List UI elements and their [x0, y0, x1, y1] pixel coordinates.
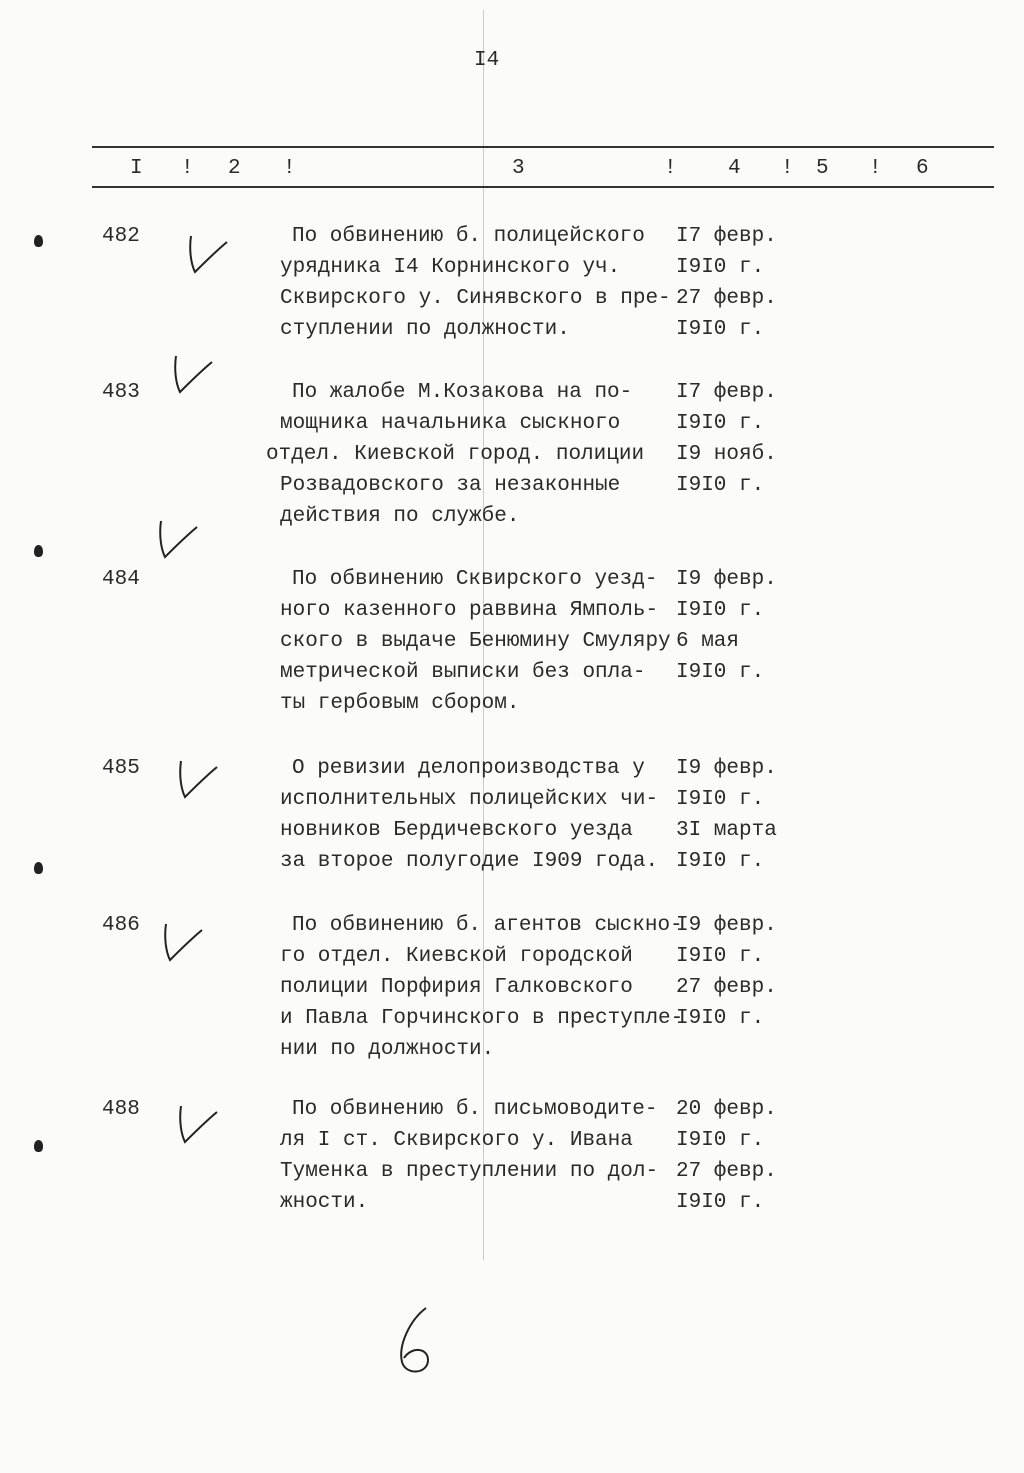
header-top-rule [92, 146, 994, 148]
entry-text-line: О ревизии делопроизводства у [292, 757, 645, 780]
page-number: I4 [474, 49, 500, 72]
entry-text-line: новников Бердичевского уезда [280, 819, 633, 842]
entry-text-line: Сквирского у. Синявского в пре- [280, 287, 671, 310]
entry-text-line: за второе полугодие I909 года. [280, 850, 659, 873]
entry-date: I9I0 г. [676, 1129, 765, 1152]
punch-hole [34, 1140, 43, 1152]
entry-text-line: Розвадовского за незаконные [280, 474, 621, 497]
checkmark-icon [175, 755, 225, 805]
entry-date: I9I0 г. [676, 474, 765, 497]
entry-date: I9I0 г. [676, 661, 765, 684]
entry-date: I9I0 г. [676, 256, 765, 279]
entry-text-line: го отдел. Киевской городской [280, 945, 633, 968]
checkmark-icon [185, 230, 235, 280]
entry-date: I9I0 г. [676, 318, 765, 341]
entry-date: 27 февр. [676, 976, 777, 999]
entry-text-line: отдел. Киевской город. полиции [266, 443, 645, 466]
entry-text-line: ты гербовым сбором. [280, 692, 520, 715]
header-sep: ! [869, 157, 882, 180]
entry-text-line: действия по службе. [280, 505, 520, 528]
header-col-1: I [130, 157, 143, 180]
entry-date: I9 нояб. [676, 443, 777, 466]
entry-number: 485 [102, 757, 140, 780]
entry-text-line: полиции Порфирия Галковского [280, 976, 633, 999]
entry-date: I9I0 г. [676, 1191, 765, 1214]
header-col-4: 4 [728, 157, 741, 180]
entry-text-line: ного казенного раввина Ямполь- [280, 599, 659, 622]
entry-text-line: По обвинению Сквирского уезд- [292, 568, 658, 591]
entry-date: I9I0 г. [676, 945, 765, 968]
entry-text-line: ступлении по должности. [280, 318, 570, 341]
entry-text-line: ля I ст. Сквирского у. Ивана [280, 1129, 633, 1152]
entry-date: I9 февр. [676, 568, 777, 591]
entry-date: I7 февр. [676, 225, 777, 248]
entry-number: 482 [102, 225, 140, 248]
entry-text-line: метрической выписки без опла- [280, 661, 646, 684]
entry-date: 3I марта [676, 819, 777, 842]
entry-date: I9 февр. [676, 757, 777, 780]
entry-number: 488 [102, 1098, 140, 1121]
entry-text-line: жности. [280, 1191, 369, 1214]
checkmark-icon [155, 515, 205, 565]
checkmark-icon [175, 1100, 225, 1150]
header-sep: ! [283, 157, 296, 180]
header-col-2: 2 [228, 157, 241, 180]
header-sep: ! [781, 157, 794, 180]
header-col-3: 3 [512, 157, 525, 180]
entry-date: 27 февр. [676, 287, 777, 310]
entry-text-line: и Павла Горчинского в преступле- [280, 1007, 684, 1030]
entry-number: 486 [102, 914, 140, 937]
checkmark-icon [170, 350, 220, 400]
entry-date: I9I0 г. [676, 850, 765, 873]
entry-text-line: Туменка в преступлении по дол- [280, 1160, 659, 1183]
entry-date: 27 февр. [676, 1160, 777, 1183]
entry-text-line: По обвинению б. письмоводите- [292, 1098, 658, 1121]
entry-text-line: По обвинению б. агентов сыскно- [292, 914, 683, 937]
header-col-5: 5 [816, 157, 829, 180]
entry-date: 6 мая [676, 630, 740, 653]
entry-text-line: нии по должности. [280, 1038, 495, 1061]
entry-number: 484 [102, 568, 140, 591]
entry-date: I7 февр. [676, 381, 777, 404]
punch-hole [34, 545, 43, 557]
handwritten-page-mark [390, 1300, 440, 1380]
header-col-6: 6 [916, 157, 929, 180]
header-sep: ! [664, 157, 677, 180]
entry-date: I9I0 г. [676, 599, 765, 622]
header-sep: ! [181, 157, 194, 180]
punch-hole [34, 862, 43, 874]
entry-number: 483 [102, 381, 140, 404]
entry-date: I9I0 г. [676, 412, 765, 435]
checkmark-icon [160, 918, 210, 968]
entry-text-line: По жалобе М.Козакова на по- [292, 381, 633, 404]
entry-text-line: урядника I4 Корнинского уч. [280, 256, 621, 279]
entry-text-line: мощника начальника сыскного [280, 412, 621, 435]
entry-text-line: ского в выдаче Бенюмину Смуляру [280, 630, 671, 653]
entry-date: I9I0 г. [676, 1007, 765, 1030]
entry-date: I9I0 г. [676, 788, 765, 811]
header-bottom-rule [92, 186, 994, 188]
punch-hole [34, 235, 43, 247]
entry-text-line: исполнительных полицейских чи- [280, 788, 659, 811]
entry-text-line: По обвинению б. полицейского [292, 225, 645, 248]
entry-date: I9 февр. [676, 914, 777, 937]
entry-date: 20 февр. [676, 1098, 777, 1121]
